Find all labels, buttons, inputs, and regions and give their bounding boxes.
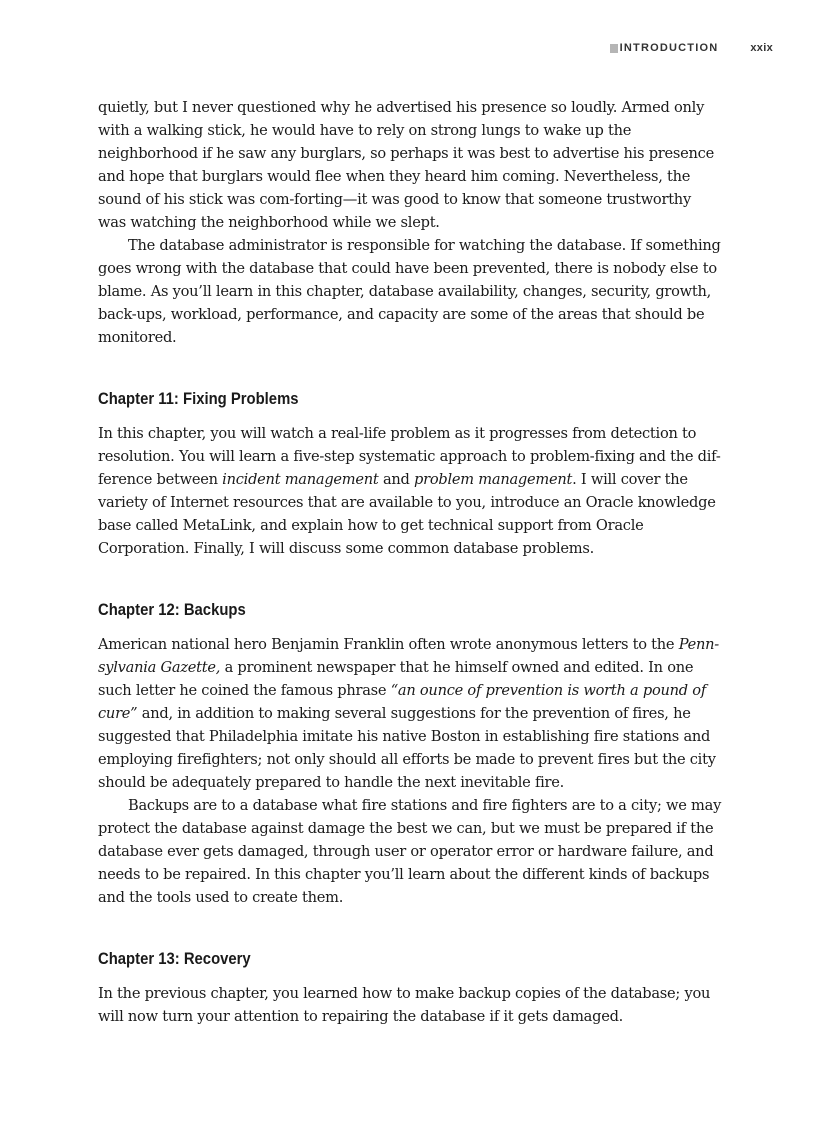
chapter-11-em-problem: problem management	[414, 471, 573, 488]
chapter-12-paragraph-2: Backups are to a database what fire stations and fire fighters are to a city; we may protect the database against damage the best we can, but we must be prepared if the database ever gets damaged, through user or operator error or hardware failure, and needs to be repaired. In this chapter you’ll learn about the different kinds of backups and the tools used to create them.	[98, 797, 722, 906]
intro-paragraph: quietly, but I never questioned why he advertised his presence so loudly. Armed only with a walking stick, he would have to rely on strong lungs to wake up the neighborhood if he saw any burglars, so perhaps it was best to advertise his presence and hope that burglars would flee when they heard him coming. Nevertheless, the sound of his stick was com-forting—it was good to know that someone trustworthy was watching the neighborhood while we slept.	[98, 99, 714, 231]
chapter-12-em-quote: “an ounce of prevention is worth a pound of cure”	[98, 682, 706, 722]
running-header	[610, 42, 773, 54]
header-section-title: INTRODUCTION	[619, 42, 719, 54]
chapter-12-em-gazette: Penn-sylvania Gazette,	[98, 636, 719, 676]
chapter-12-heading: Chapter 12: Backups	[98, 601, 246, 619]
chapter-12-paragraph-1	[98, 633, 722, 794]
chapter-11-heading: Chapter 11: Fixing Problems	[98, 390, 299, 408]
chapter-12-text-2: a prominent newspaper that he himself owned and edited. In one such letter he coined the famous phrase	[98, 659, 694, 699]
chapter-13-paragraph: In the previous chapter, you learned how to make backup copies of the database; you will now turn your attention to repairing the database if it gets damaged.	[98, 985, 711, 1025]
chapter-11-em-incident: incident management	[222, 471, 379, 488]
chapter-11-text-1: In this chapter, you will watch a real-life problem as it progresses from detection to resolution. You will learn a five-step systematic approach to problem-fixing and the dif-ference between	[98, 425, 721, 488]
chapter-13-heading: Chapter 13: Recovery	[98, 950, 251, 968]
chapter-11-text-3: . I will cover the variety of Internet resources that are available to you, introduce an Oracle knowledge base called MetaLink, and explain how to get technical support from Oracle Corporation. Finally, I will discuss some common database problems.	[98, 471, 716, 557]
page-body	[98, 96, 722, 1028]
intro-paragraph-2: The database administrator is responsible for watching the database. If something goes wrong with the database that could have been prevented, there is nobody else to blame. As you’ll learn in this chapter, database availability, changes, security, growth, back-ups, workload, performance, and capacity are some of the areas that should be monitored.	[98, 237, 721, 346]
chapter-11-paragraph	[98, 422, 722, 560]
chapter-11-text-2: and	[378, 471, 415, 488]
header-marker	[610, 44, 618, 53]
chapter-12-text-1: American national hero Benjamin Franklin often wrote anonymous letters to the	[98, 636, 679, 653]
chapter-12-text-3: and, in addition to making several suggestions for the prevention of fires, he suggested that Philadelphia imitate his native Boston in establishing fire stations and employing firefighters; not only should all efforts be made to prevent fires but the city should be adequately prepared to handle the next inevitable fire.	[98, 705, 716, 791]
page-number: xxix	[750, 42, 773, 54]
